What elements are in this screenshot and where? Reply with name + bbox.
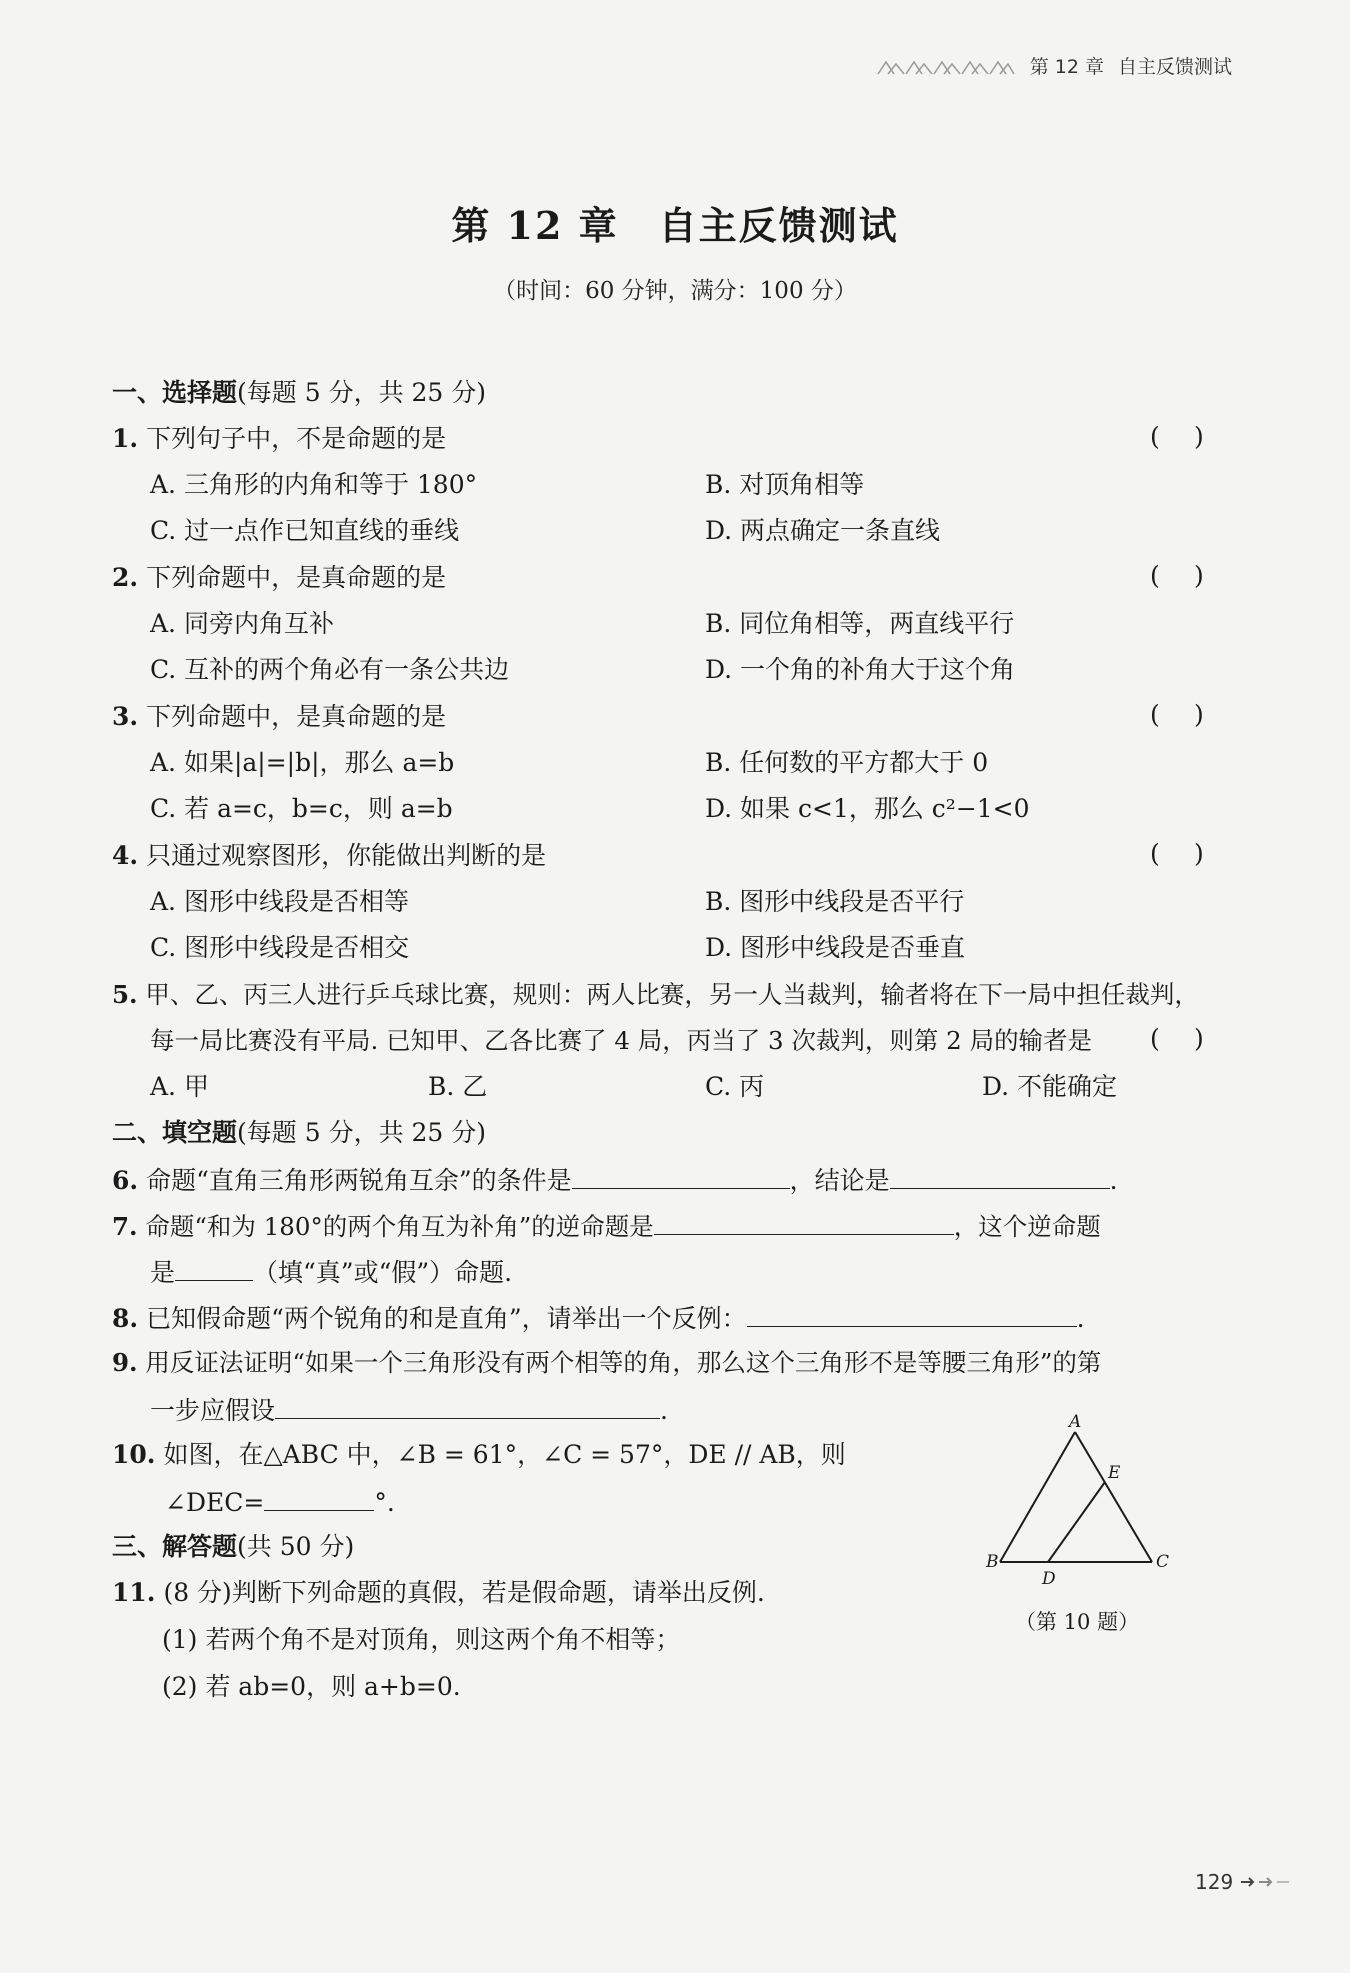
question-4 <box>112 839 546 873</box>
question-number: 9. <box>112 1348 138 1377</box>
option: C. 若 a=c，b=c，则 a=b <box>150 794 453 823</box>
part2-note: (每题 5 分，共 25 分) <box>237 1118 487 1147</box>
question-9-line2: 一步应假设 . <box>150 1392 668 1428</box>
option: C. 互补的两个角必有一条公共边 <box>150 655 510 684</box>
label-c: C <box>1156 1552 1170 1572</box>
part3-note: (共 50 分) <box>237 1532 355 1561</box>
option: A. 同旁内角互补 <box>150 609 334 638</box>
question-10: 10. 如图，在△ABC 中，∠B = 61°，∠C = 57°，DE // AB，则 <box>112 1440 846 1469</box>
sub-question: (2) 若 ab=0，则 a+b=0. <box>162 1672 461 1701</box>
question-number: 2. <box>112 563 139 592</box>
page-subtitle: （时间：60 分钟，满分：100 分） <box>493 278 857 304</box>
page-number: 129 <box>1195 1870 1234 1894</box>
option: D. 如果 c<1，那么 c²−1<0 <box>705 794 1030 823</box>
question-number: 1. <box>112 424 139 453</box>
part3-heading <box>112 1530 354 1564</box>
answer-blank[interactable] <box>275 1392 660 1419</box>
question-number: 5. <box>112 980 138 1009</box>
question-6: 6. 命题“直角三角形两锐角互余”的条件是 ，结论是 . <box>112 1162 1118 1198</box>
sub-question: (1) 若两个角不是对顶角，则这两个角不相等； <box>162 1625 681 1654</box>
header-chapter: 第 12 章 <box>1029 56 1104 78</box>
answer-bracket: ( ) <box>1150 700 1204 729</box>
question-stem: (8 分)判断下列命题的真假，若是假命题，请举出反例. <box>163 1578 765 1607</box>
question-number: 3. <box>112 702 139 731</box>
option: A. 三角形的内角和等于 180° <box>150 470 478 499</box>
part2-title: 二、填空题 <box>112 1118 238 1147</box>
question-1 <box>112 422 446 456</box>
part3-title: 三、解答题 <box>112 1532 238 1561</box>
answer-blank[interactable] <box>654 1208 954 1235</box>
option: A. 图形中线段是否相等 <box>150 887 409 916</box>
option: B. 乙 <box>428 1072 488 1101</box>
question-number: 6. <box>112 1166 139 1195</box>
option: A. 甲 <box>150 1072 209 1101</box>
option: B. 图形中线段是否平行 <box>705 887 965 916</box>
question-7-line2: 是 （填“真”或“假”）命题. <box>150 1254 512 1290</box>
question-stem: 下列命题中，是真命题的是 <box>146 702 447 731</box>
arrows-icon <box>1239 1875 1291 1889</box>
question-number: 11. <box>112 1578 156 1607</box>
title-chapter: 第 12 章 <box>451 203 619 248</box>
part1-heading <box>112 376 486 410</box>
answer-bracket: ( ) <box>1150 561 1204 590</box>
answer-bracket: ( ) <box>1150 1024 1204 1053</box>
question-number: 7. <box>112 1212 138 1241</box>
triangle-figure <box>980 1410 1180 1590</box>
question-stem: 下列句子中，不是命题的是 <box>146 424 447 453</box>
answer-blank[interactable] <box>747 1300 1077 1327</box>
answer-blank[interactable] <box>572 1162 790 1189</box>
label-b: B <box>986 1552 999 1572</box>
answer-bracket: ( ) <box>1150 422 1204 451</box>
question-7: 7. 命题“和为 180°的两个角互为补角”的逆命题是 ，这个逆命题 <box>112 1208 1101 1244</box>
question-stem: 甲、乙、丙三人进行乒乓球比赛，规则：两人比赛，另一人当裁判，输者将在下一局中担任裁判， <box>145 980 1199 1009</box>
part1-title: 一、选择题 <box>112 378 238 407</box>
option: B. 对顶角相等 <box>705 470 865 499</box>
question-stem: 只通过观察图形，你能做出判断的是 <box>146 841 547 870</box>
option: A. 如果|a|=|b|，那么 a=b <box>150 748 455 777</box>
answer-blank[interactable] <box>264 1484 374 1511</box>
question-5 <box>112 978 1199 1012</box>
option: D. 图形中线段是否垂直 <box>705 933 966 962</box>
option: C. 丙 <box>705 1072 765 1101</box>
header-section: 自主反馈测试 <box>1117 56 1232 78</box>
option: B. 同位角相等，两直线平行 <box>705 609 1015 638</box>
edge-ab <box>1000 1432 1075 1562</box>
mountain-decoration-icon <box>876 56 1016 76</box>
running-header <box>876 52 1232 79</box>
answer-blank[interactable] <box>890 1162 1110 1189</box>
question-3 <box>112 700 446 734</box>
question-11 <box>112 1576 765 1610</box>
figure-caption: （第 10 题） <box>1015 1610 1140 1634</box>
label-d: D <box>1042 1569 1056 1589</box>
option: B. 任何数的平方都大于 0 <box>705 748 989 777</box>
question-number: 8. <box>112 1304 139 1333</box>
question-10-line2: ∠DEC= °. <box>165 1484 395 1520</box>
answer-blank[interactable] <box>175 1254 253 1281</box>
question-stem: 下列命题中，是真命题的是 <box>146 563 447 592</box>
question-9: 9. 用反证法证明“如果一个三角形没有两个相等的角，那么这个三角形不是等腰三角形”的第 <box>112 1348 1102 1377</box>
page-number-area <box>1195 1870 1291 1894</box>
edge-ac <box>1075 1432 1152 1562</box>
label-a: A <box>1069 1412 1082 1432</box>
answer-bracket: ( ) <box>1150 839 1204 868</box>
title-name: 自主反馈测试 <box>658 203 899 248</box>
option: C. 过一点作已知直线的垂线 <box>150 516 460 545</box>
question-number: 10. <box>112 1440 156 1469</box>
part2-heading <box>112 1116 486 1150</box>
page-title <box>0 195 1350 250</box>
option: C. 图形中线段是否相交 <box>150 933 410 962</box>
question-2 <box>112 561 446 595</box>
edge-de <box>1048 1482 1105 1562</box>
part1-note: (每题 5 分，共 25 分) <box>237 378 487 407</box>
question-number: 4. <box>112 841 139 870</box>
option: D. 不能确定 <box>982 1072 1118 1101</box>
option: D. 一个角的补角大于这个角 <box>705 655 1016 684</box>
question-8: 8. 已知假命题“两个锐角的和是直角”，请举出一个反例： . <box>112 1300 1085 1336</box>
label-e: E <box>1108 1463 1121 1483</box>
question-5-line2: 每一局比赛没有平局. 已知甲、乙各比赛了 4 局，丙当了 3 次裁判，则第 2 局的输者是 <box>150 1026 1093 1055</box>
option: D. 两点确定一条直线 <box>705 516 941 545</box>
